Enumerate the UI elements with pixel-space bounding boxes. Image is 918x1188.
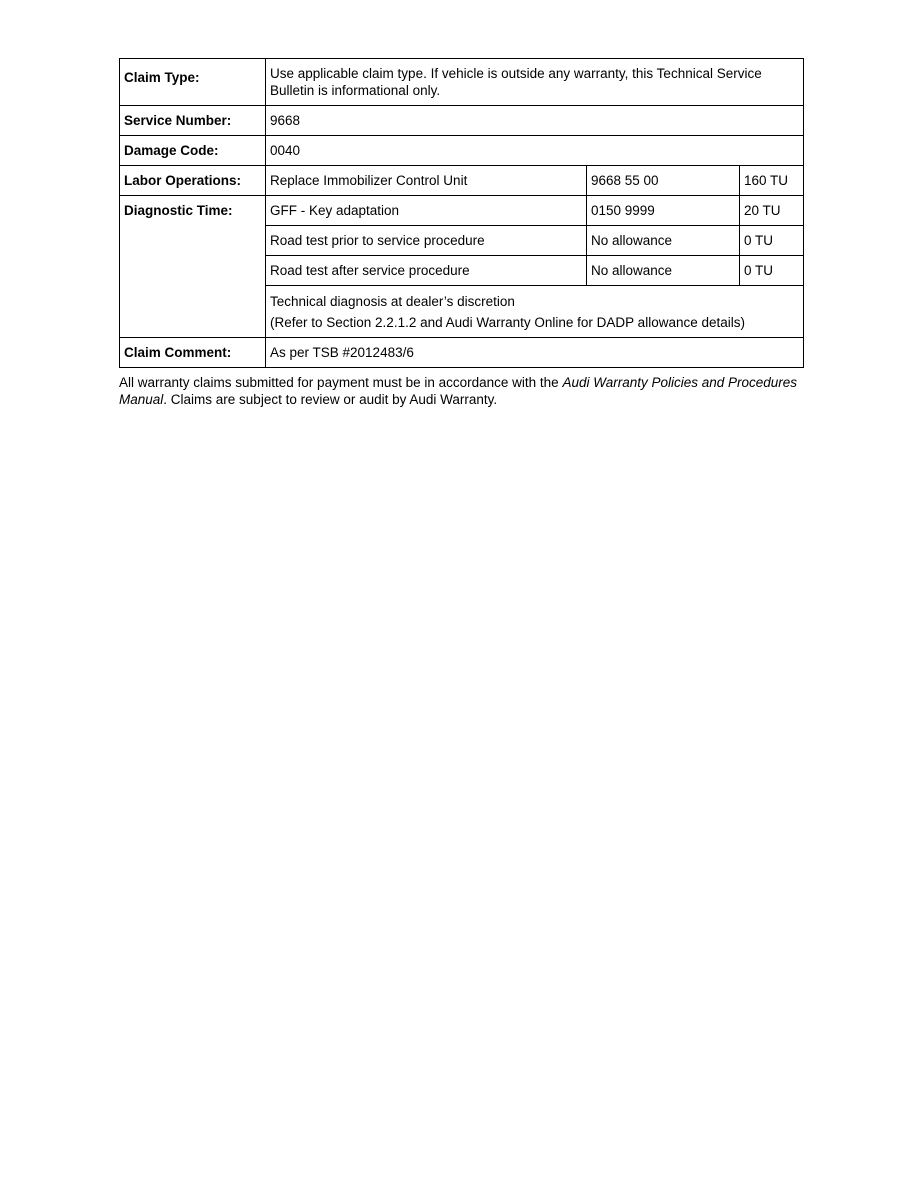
damage-code-label: Damage Code: [120,136,266,166]
document-page [119,58,803,422]
diagnostic-description: Road test prior to service procedure [266,226,587,256]
diagnostic-description: GFF - Key adaptation [266,196,587,226]
footnote-text: . Claims are subject to review or audit by Audi Warranty. [163,392,498,407]
labor-operations-label: Labor Operations: [120,166,266,196]
diagnostic-code: No allowance [587,226,740,256]
footnote-text: All warranty claims submitted for payment must be in accordance with the [119,375,563,390]
labor-operation-code: 9668 55 00 [587,166,740,196]
claim-comment-value: As per TSB #2012483/6 [266,338,804,368]
warranty-footnote [119,374,803,408]
claim-table [119,58,804,368]
diagnostic-note [266,286,804,338]
damage-code-row [120,136,804,166]
diagnostic-code: No allowance [587,256,740,286]
claim-type-row [120,59,804,106]
claim-type-label: Claim Type: [120,59,266,106]
service-number-label: Service Number: [120,106,266,136]
diagnostic-time-value: 20 TU [740,196,804,226]
service-number-value: 9668 [266,106,804,136]
diagnostic-note-line: (Refer to Section 2.2.1.2 and Audi Warranty Online for DADP allowance details) [270,314,745,330]
footnote-manual-title: Audi Warranty Policies and Procedures Manual [119,375,798,407]
diagnostic-description: Road test after service procedure [266,256,587,286]
labor-operation-description: Replace Immobilizer Control Unit [266,166,587,196]
labor-operation-time: 160 TU [740,166,804,196]
diagnostic-time-value: 0 TU [740,226,804,256]
claim-type-value-line: Use applicable claim type. If vehicle is outside any warranty, this Technical Service [270,66,762,81]
diagnostic-time-value: 0 TU [740,256,804,286]
claim-type-value [266,59,804,106]
diagnostic-code: 0150 9999 [587,196,740,226]
damage-code-value: 0040 [266,136,804,166]
diagnostic-time-row [120,196,804,226]
claim-type-value-line: Bulletin is informational only. [270,83,441,98]
service-number-row [120,106,804,136]
diagnostic-note-line: Technical diagnosis at dealer’s discretion [270,293,515,309]
labor-operations-row [120,166,804,196]
claim-comment-row [120,338,804,368]
diagnostic-time-label: Diagnostic Time: [120,196,266,338]
claim-comment-label: Claim Comment: [120,338,266,368]
